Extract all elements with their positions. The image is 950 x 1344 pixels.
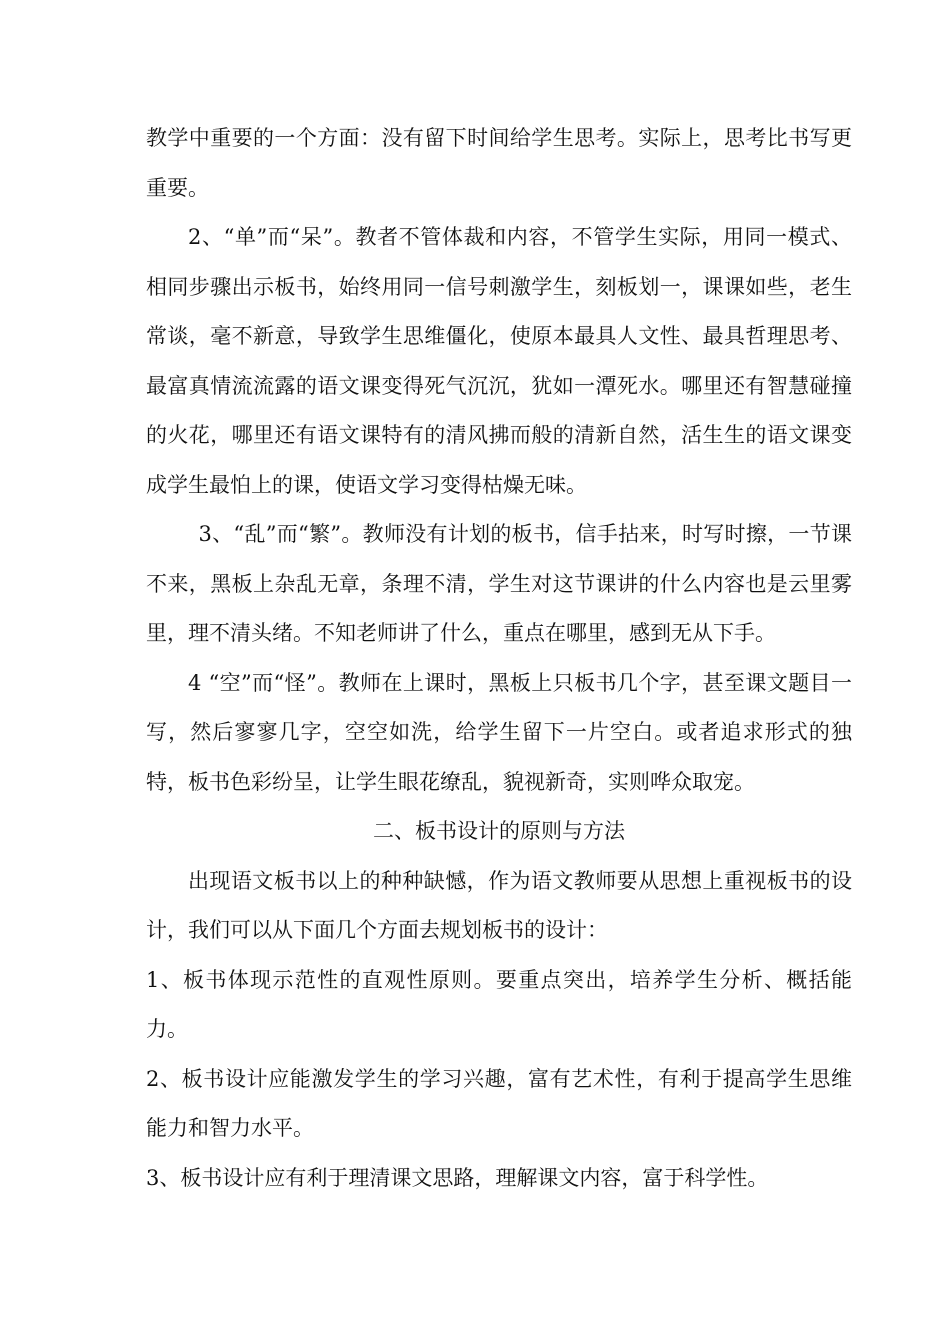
principle-2: 2、板书设计应能激发学生的学习兴趣，富有艺术性，有利于提高学生思维能力和智力水平。: [146, 1066, 852, 1140]
section-heading: 二、板书设计的原则与方法: [373, 819, 625, 843]
paragraph-continuation: 教学中重要的一个方面：没有留下时间给学生思考。实际上，思考比书写更重要。: [146, 126, 852, 200]
paragraph-point-4: 4 “空”而“怪”。教师在上课时，黑板上只板书几个字，甚至课文题目一写，然后寥寥几字，空空如洗，给学生留下一片空白。或者追求形式的独特，板书色彩纷呈，让学生眼花缭乱，貌视新奇，实则哗众取宠。: [146, 670, 852, 794]
paragraph-point-2: 2、“单”而“呆”。教者不管体裁和内容，不管学生实际，用同一模式、相同步骤出示板书，始终用同一信号刺激学生，刻板划一，课课如些，老生常谈，毫不新意，导致学生思维僵化，使原本最具人文性、最具哲理思考、最富真情流流露的语文课变得死气沉沉，犹如一潭死水。哪里还有智慧碰撞的火花，哪里还有语文课特有的清风拂而般的清新自然，活生生的语文课变成学生最怕上的课，使语文学习变得枯燥无味。: [146, 225, 852, 497]
principle-3: 3、板书设计应有利于理清课文思路，理解课文内容，富于科学性。: [146, 1165, 769, 1190]
paragraph-intro: 出现语文板书以上的种种缺憾，作为语文教师要从思想上重视板书的设计，我们可以从下面几个方面去规划板书的设计：: [146, 868, 852, 942]
document-page: [146, 114, 852, 1203]
principle-1: 1、板书体现示范性的直观性原则。要重点突出，培养学生分析、概括能力。: [146, 967, 852, 1041]
paragraph-point-3: 3、“乱”而“繁”。教师没有计划的板书，信手拈来，时写时擦，一节课不来，黑板上杂乱无章，条理不清，学生对这节课讲的什么内容也是云里雾里，理不清头绪。不知老师讲了什么，重点在哪里，感到无从下手。: [146, 522, 852, 645]
